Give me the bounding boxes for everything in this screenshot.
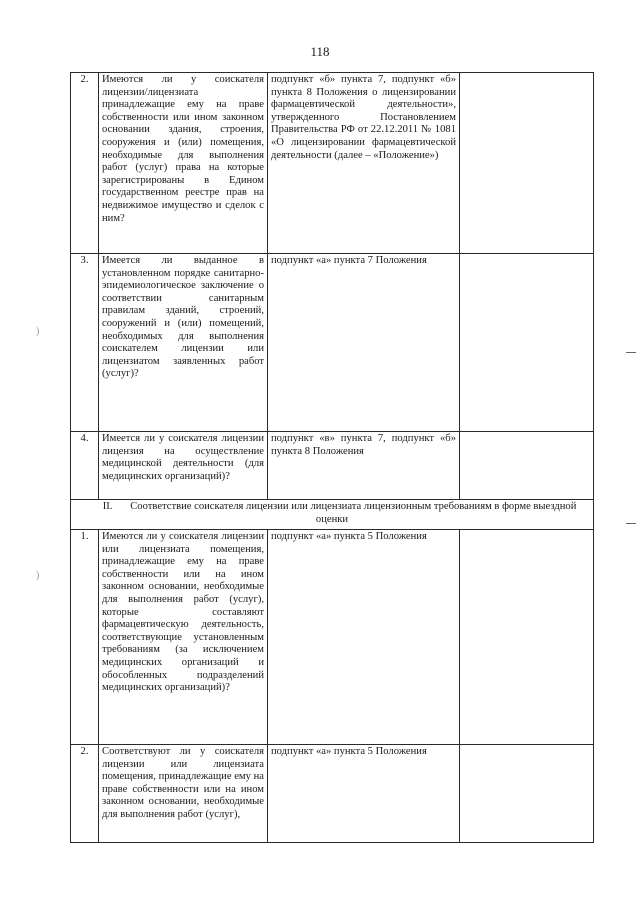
row-number: 2.: [71, 745, 99, 843]
section-number: II.: [102, 501, 113, 512]
legal-reference: подпункт «в» пункта 7, подпункт «б» пункта 8 Положения: [268, 432, 460, 500]
table-row: [71, 73, 594, 254]
requirement-question: Имеется ли у соискателя лицензии лицензия на осуществление медицинской деятельности (для медицинских организаций)?: [99, 432, 268, 500]
legal-reference: подпункт «а» пункта 5 Положения: [268, 530, 460, 745]
answer-cell[interactable]: [460, 432, 594, 500]
legal-reference: подпункт «б» пункта 7, подпункт «б» пункта 8 Положения о лицензировании фармацевтической деятельности», утвержденного Постановлением Правительства РФ от 22.12.2011 № 1081 «О лицензировании фармацевтической деятельности (далее – «Положение»): [268, 73, 460, 254]
requirement-question: Имеются ли у соискателя лицензии/лицензиата принадлежащие ему на праве собственности или ином законном основании здания, строения, сооружения и (или) помещения, необходимые для выполнения работ (услуг) права на которые зарегистрированы в Едином государственном реестре прав на недвижимое имущество и сделок с ним?: [99, 73, 268, 254]
answer-cell[interactable]: [460, 530, 594, 745]
answer-cell[interactable]: [460, 254, 594, 432]
section-header-row: [71, 500, 594, 530]
table-row: [71, 432, 594, 500]
legal-reference: подпункт «а» пункта 7 Положения: [268, 254, 460, 432]
page-number: 118: [310, 44, 330, 59]
section-title: Соответствие соискателя лицензии или лицензиата лицензионным требованиям в форме выездной оценки: [130, 501, 577, 525]
requirement-question: Соответствуют ли у соискателя лицензии или лицензиата помещения, принадлежащие ему на праве собственности или на ином законном основании, необходимые для выполнения работ (услуг),: [99, 745, 268, 843]
scan-speck: ): [36, 570, 40, 581]
row-number: 4.: [71, 432, 99, 500]
answer-cell[interactable]: [460, 745, 594, 843]
table-row: [71, 254, 594, 432]
requirement-question: Имеются ли у соискателя лицензии или лицензиата помещения, принадлежащие ему на праве собственности или на ином законном основании, необходимые для выполнения работ (услуг), которые составляют фармацевтическую деятельность, соответствующие установленным требованиям (за исключением медицинских организаций и обособленных подразделений медицинских организаций)?: [99, 530, 268, 745]
scan-speck: ): [36, 326, 40, 337]
requirements-table: [70, 72, 594, 843]
scan-edge-mark: [626, 523, 636, 524]
row-number: 1.: [71, 530, 99, 745]
legal-reference: подпункт «а» пункта 5 Положения: [268, 745, 460, 843]
table-row: [71, 745, 594, 843]
answer-cell[interactable]: [460, 73, 594, 254]
row-number: 3.: [71, 254, 99, 432]
row-number: 2.: [71, 73, 99, 254]
requirement-question: Имеется ли выданное в установленном порядке санитарно-эпидемиологическое заключение о соответствии санитарным правилам зданий, строений, сооружений и (или) помещений, необходимых для выполнения соискателем лицензии или лицензиатом заявленных работ (услуг)?: [99, 254, 268, 432]
table-row: [71, 530, 594, 745]
section-header: [71, 500, 594, 530]
scan-edge-mark: [626, 352, 636, 353]
